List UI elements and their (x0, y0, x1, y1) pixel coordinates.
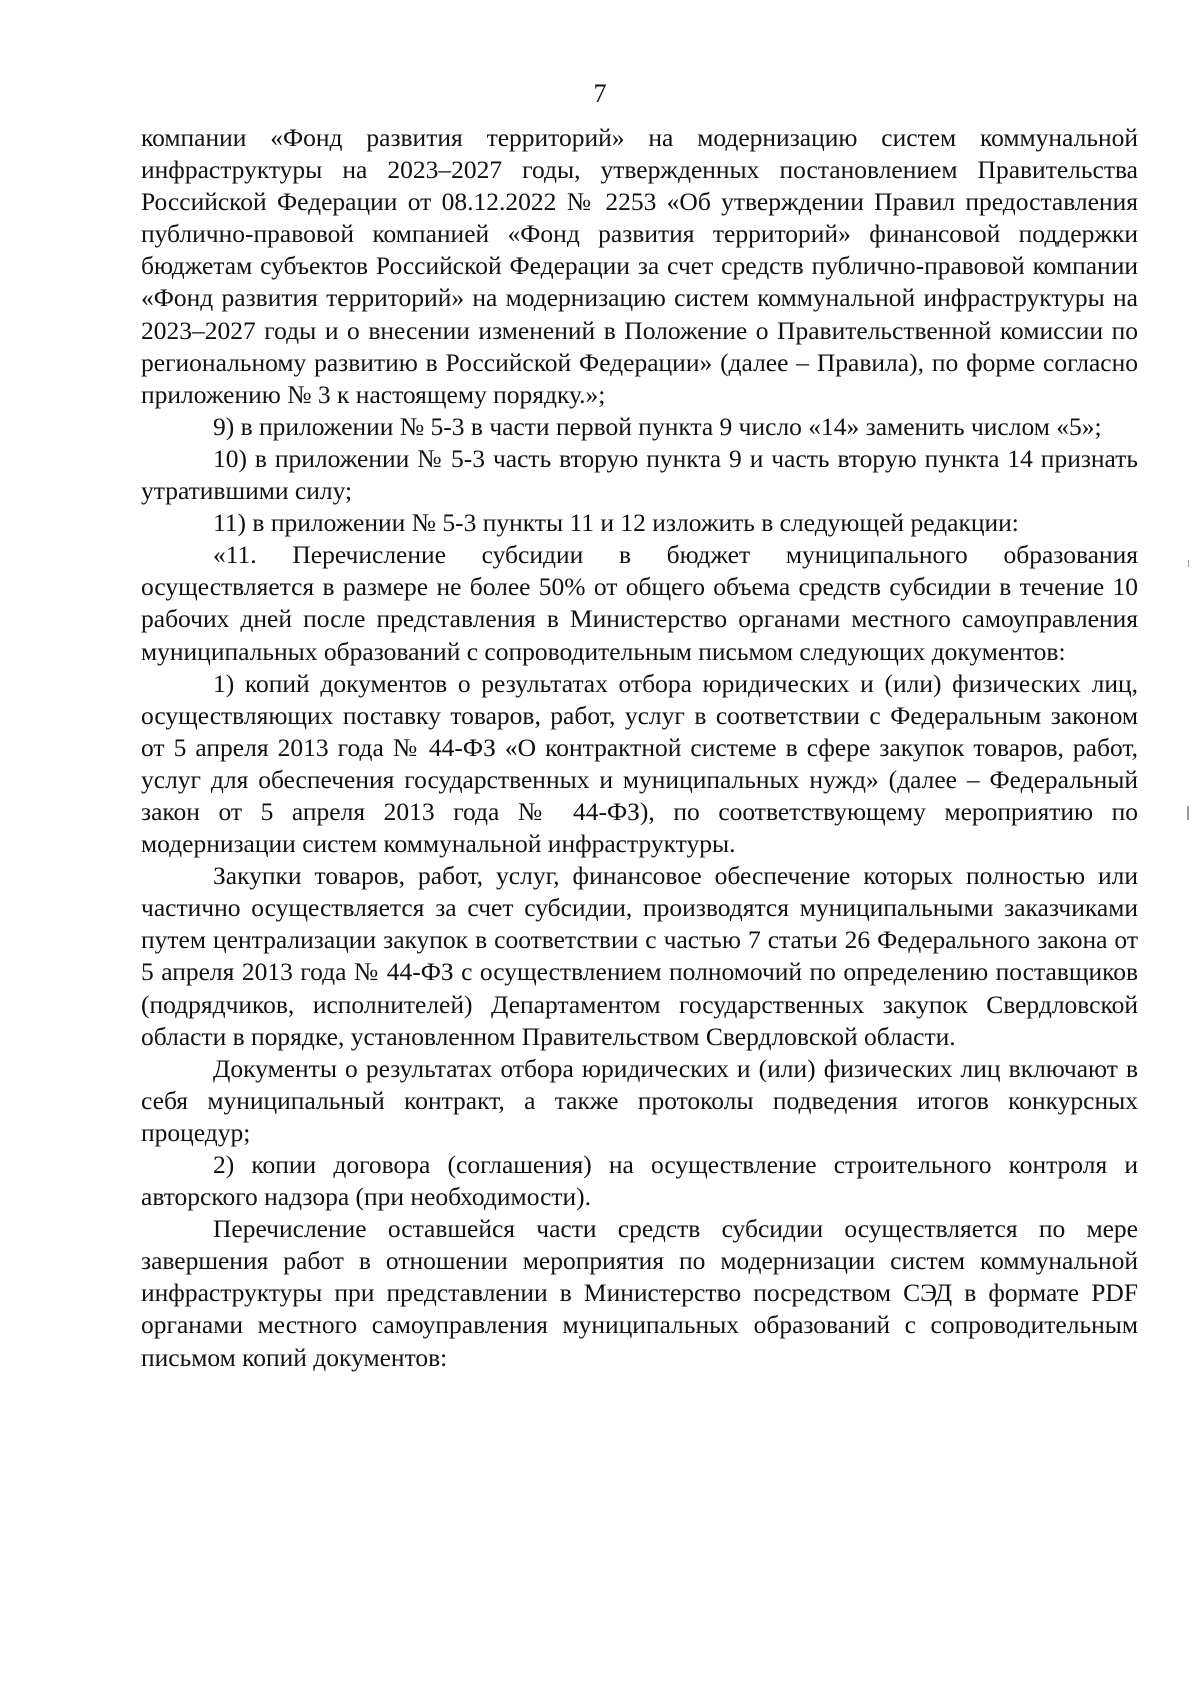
paragraph-procurement: Закупки товаров, работ, услуг, финансовое обеспечение которых полностью или частично осуществляется за счет субсидии, производятся муниципальными заказчиками путем централизации закупок в соответствии с частью 7 статьи 26 Федерального закона от 5 апреля 2013 года № 44-ФЗ с осуществлением полномочий по определению поставщиков (подрядчиков, исполнителей) Департаментом государственных закупок Свердловской области в порядке, установленном Правительством Свердловской области. (141, 861, 1138, 1051)
paragraph-item-11: 11) в приложении № 5-3 пункты 11 и 12 изложить в следующей редакции: (213, 508, 1019, 538)
page-number: 7 (593, 79, 607, 108)
document-body (141, 122, 1138, 1374)
paragraph-selection-documents: Документы о результатах отбора юридических и (или) физических лиц включают в себя муниципальный контракт, а также протоколы подведения итогов конкурсных процедур; (141, 1053, 1138, 1147)
paragraph-item-9: 9) в приложении № 5-3 в части первой пункта 9 число «14» заменить числом «5»; (213, 411, 1102, 441)
paragraph-subitem-2: 2) копии договора (соглашения) на осуществление строительного контроля и авторского надзора (при необходимости). (141, 1150, 1138, 1212)
paragraph-point-11: «11. Перечисление субсидии в бюджет муниципального образования осуществляется в размере не более 50% от общего объема средств субсидии в течение 10 рабочих дней после представления в Министерство органами местного самоуправления муниципальных образований с сопроводительным письмом следующих документов: (141, 540, 1138, 666)
paragraph-continuation: компании «Фонд развития территорий» на модернизацию систем коммунальной инфраструктуры на 2023–2027 годы, утвержденных постановлением Правительства Российской Федерации от 08.12.2022 № 2253 «Об утверждении Правил предоставления публично-правовой компанией «Фонд развития территорий» финансовой поддержки бюджетам субъектов Российской Федерации за счет средств публично-правовой компании «Фонд развития территорий» на модернизацию систем коммунальной инфраструктуры на 2023–2027 годы и о внесении изменений в Положение о Правительственной комиссии по региональному развитию в Российской Федерации» (далее – Правила), по форме согласно приложению № 3 к настоящему порядку.»; (141, 123, 1138, 409)
paragraph-subitem-1: 1) копий документов о результатах отбора юридических и (или) физических лиц, осуществляющих поставку товаров, работ, услуг в соответствии с Федеральным законом от 5 апреля 2013 года № 44-ФЗ «О контрактной системе в сфере закупок товаров, работ, услуг для обеспечения государственных и муниципальных нужд» (далее – Федеральный закон от 5 апреля 2013 года № 44-ФЗ), по соответствующему мероприятию по модернизации систем коммунальной инфраструктуры. (141, 668, 1138, 859)
paragraph-item-10: 10) в приложении № 5-3 часть вторую пункта 9 и часть вторую пункта 14 признать утратившими силу; (141, 443, 1138, 506)
paragraph-remaining-transfer: Перечисление оставшейся части средств субсидии осуществляется по мере завершения работ в отношении мероприятия по модернизации систем коммунальной инфраструктуры при представлении в Министерство посредством СЭД в формате PDF органами местного самоуправления муниципальных образований с сопроводительным письмом копий документов: (141, 1214, 1138, 1372)
scan-artifact-mark (1187, 806, 1189, 820)
scan-artifact-mark (1188, 560, 1189, 567)
